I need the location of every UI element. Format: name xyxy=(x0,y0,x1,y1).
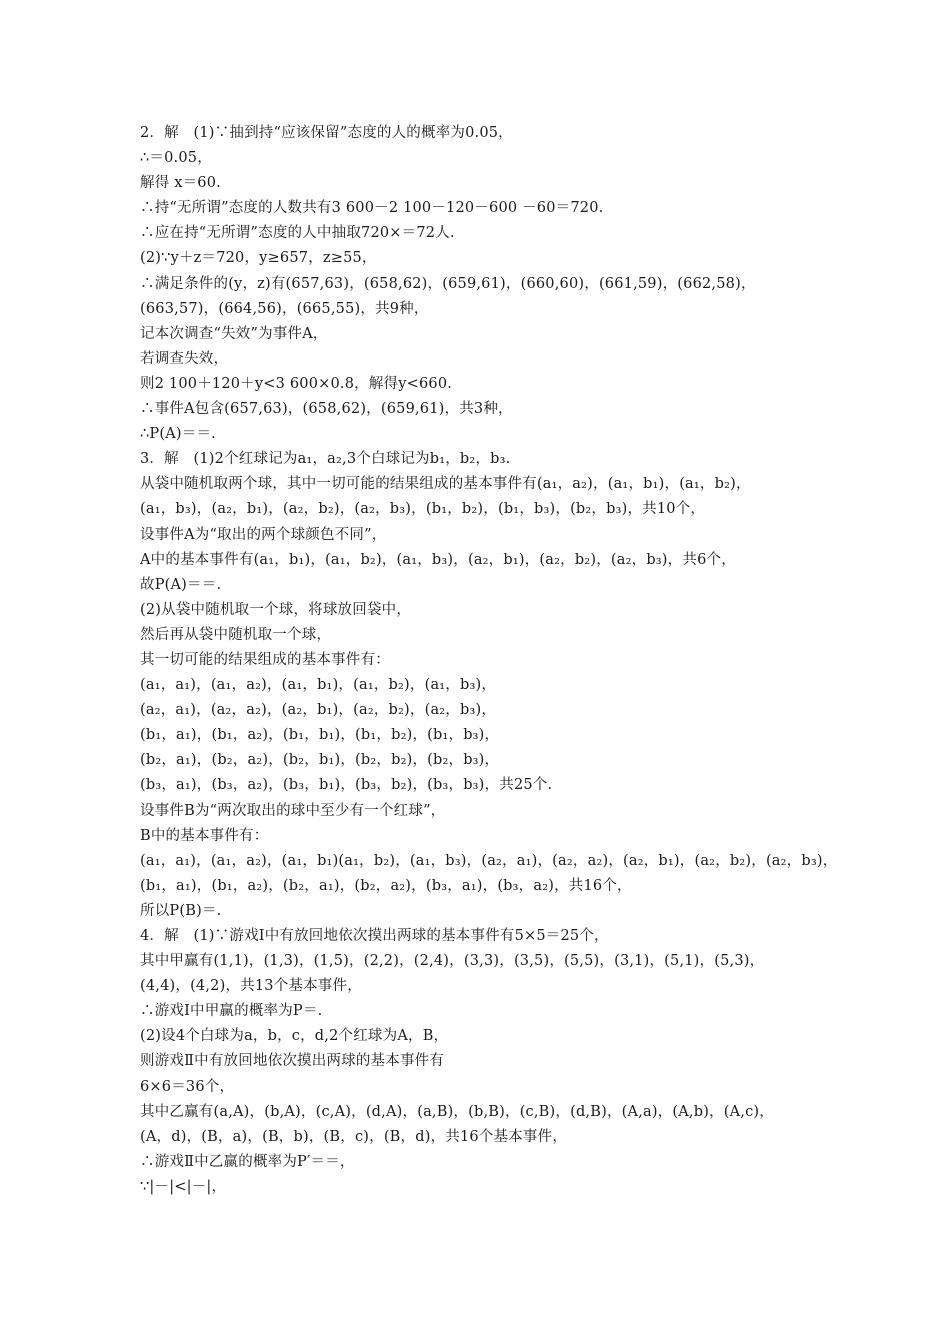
text-line: 则2 100＋120＋y<3 600×0.8，解得y<660. xyxy=(140,375,453,392)
text-line: 其中甲赢有(1,1)，(1,3)，(1,5)，(2,2)，(2,4)，(3,3)，(3,5)，(5,5)，(3,1)，(5,1)，(5,3)， xyxy=(140,953,765,970)
text-line: A中的基本事件有(a₁，b₁)，(a₁，b₂)，(a₁，b₃)，(a₂，b₁)，(a₂，b₂)，(a₂，b₃)，共6个， xyxy=(140,551,736,568)
text-line: (b₁，a₁)，(b₁，a₂)，(b₁，b₁)，(b₁，b₂)，(b₁，b₃)， xyxy=(140,727,500,744)
text-line: 从袋中随机取两个球，其中一切可能的结果组成的基本事件有(a₁，a₂)，(a₁，b₁)，(a₁，b₂)， xyxy=(140,476,751,493)
text-line: 6×6＝36个， xyxy=(140,1078,235,1095)
text-line: ∴＝0.05， xyxy=(140,150,212,167)
text-line: (b₃，a₁)，(b₃，a₂)，(b₃，b₁)，(b₃，b₂)，(b₃，b₃)，共25个. xyxy=(140,777,553,794)
text-line: 所以P(B)＝. xyxy=(140,902,222,919)
text-line: ∴游戏Ⅰ中甲赢的概率为P＝. xyxy=(140,1003,323,1020)
text-line: 解得 x＝60. xyxy=(140,175,221,192)
text-line: 设事件B为“两次取出的球中至少有一个红球”， xyxy=(140,802,446,819)
text-line: ∴满足条件的(y，z)有(657,63)，(658,62)，(659,61)，(660,60)，(661,59)，(662,58)， xyxy=(140,275,756,292)
text-line: (b₁，a₁)，(b₁，a₂)，(b₂，a₁)，(b₂，a₂)，(b₃，a₁)，(b₃，a₂)，共16个， xyxy=(140,877,632,894)
text-line: (a₁，a₁)，(a₁，a₂)，(a₁，b₁)(a₁，b₂)，(a₁，b₃)，(a₂，a₁)，(a₂，a₂)，(a₂，b₁)，(a₂，b₂)，(a₂，b₃)， xyxy=(140,852,838,869)
text-line: (2)设4个白球为a，b，c，d,2个红球为A，B， xyxy=(140,1028,449,1045)
text-line: 其中乙赢有(a,A)，(b,A)，(c,A)，(d,A)，(a,B)，(b,B)，(c,B)，(d,B)，(A,a)，(A,b)，(A,c)， xyxy=(140,1103,774,1120)
text-line: ∵|－|<|－|， xyxy=(140,1178,227,1195)
text-line: ∴P(A)＝＝. xyxy=(140,426,216,443)
text-line: (A，d)，(B，a)，(B，b)，(B，c)，(B，d)，共16个基本事件， xyxy=(140,1128,568,1145)
text-line: (663,57)，(664,56)，(665,55)，共9种， xyxy=(140,300,429,317)
text-line: ∴事件A包含(657,63)，(658,62)，(659,61)，共3种， xyxy=(140,401,513,418)
text-line: 2．解 (1)∵抽到持“应该保留”态度的人的概率为0.05， xyxy=(140,125,513,141)
text-line: 然后再从袋中随机取一个球， xyxy=(140,626,332,643)
text-line: (4,4)，(4,2)，共13个基本事件， xyxy=(140,978,362,995)
text-line: (2)从袋中随机取一个球，将球放回袋中， xyxy=(140,601,412,618)
text-line: 设事件A为“取出的两个球颜色不同”， xyxy=(140,526,387,543)
text-line: B中的基本事件有： xyxy=(140,827,269,844)
text-line: (2)∵y＋z＝720，y≥657，z≥55， xyxy=(140,250,377,267)
text-line: 4．解 (1)∵游戏Ⅰ中有放回地依次摸出两球的基本事件有5×5＝25个， xyxy=(140,928,609,944)
document-body xyxy=(140,121,838,1200)
text-line: (b₂，a₁)，(b₂，a₂)，(b₂，b₁)，(b₂，b₂)，(b₂，b₃)， xyxy=(140,752,500,769)
text-line: (a₁，a₁)，(a₁，a₂)，(a₁，b₁)，(a₁，b₂)，(a₁，b₃)， xyxy=(140,677,497,694)
text-line: 故P(A)＝＝. xyxy=(140,576,222,593)
text-line: ∴游戏Ⅱ中乙赢的概率为P′＝＝， xyxy=(140,1153,355,1170)
text-line: (a₁，b₃)，(a₂，b₁)，(a₂，b₂)，(a₂，b₃)，(b₁，b₂)，(b₁，b₃)，(b₂，b₃)，共10个， xyxy=(140,501,706,518)
text-line: 其一切可能的结果组成的基本事件有： xyxy=(140,651,390,668)
text-line: 3．解 (1)2个红球记为a₁，a₂,3个白球记为b₁，b₂，b₃. xyxy=(140,451,511,468)
text-line: ∴持“无所谓”态度的人数共有3 600－2 100－120－600 －60＝720. xyxy=(140,200,604,217)
text-line: 记本次调查“失效”为事件A， xyxy=(140,325,328,342)
text-line: 若调查失效， xyxy=(140,350,229,367)
text-line: 则游戏Ⅱ中有放回地依次摸出两球的基本事件有 xyxy=(140,1053,445,1070)
text-line: (a₂，a₁)，(a₂，a₂)，(a₂，b₁)，(a₂，b₂)，(a₂，b₃)， xyxy=(140,702,497,719)
text-line: ∴应在持“无所谓”态度的人中抽取720×＝72人. xyxy=(140,225,455,242)
